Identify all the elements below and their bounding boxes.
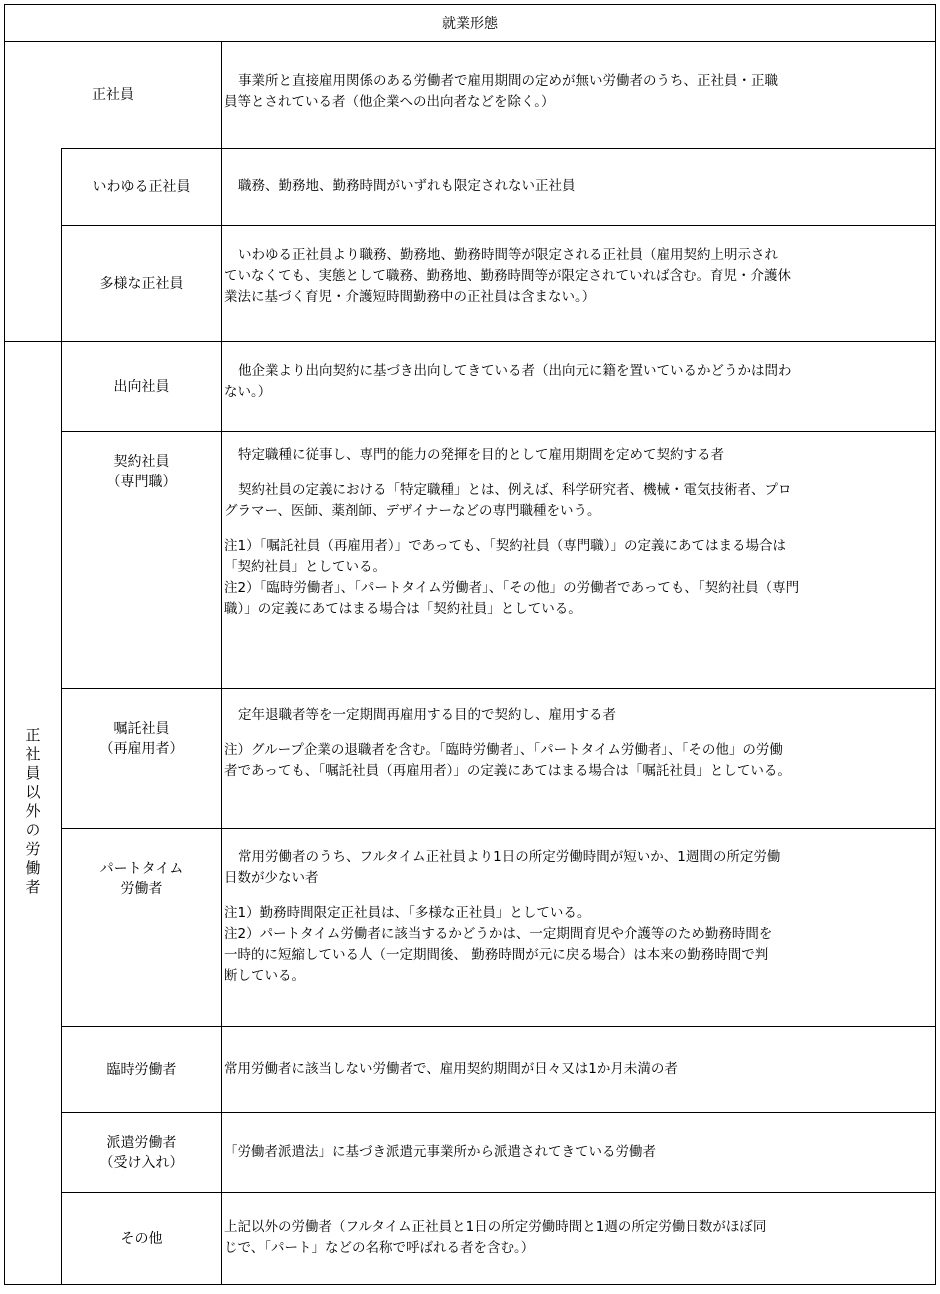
row-desc-regular-employee: 事業所と直接雇用関係のある労働者で雇用期間の定めが無い労働者のうち、正社員・正職 員等とされている者（他企業への出向者などを除く。） xyxy=(224,73,778,110)
employment-type-table xyxy=(4,4,936,1285)
row-label-other: その他 xyxy=(120,1230,163,1247)
table-title: 就業形態 xyxy=(442,16,498,32)
row-desc-other: 上記以外の労働者（フルタイム正社員と1日の所定労働時間と1週の所定労働日数がほぼ同 じで、「パート」などの名称で呼ばれる者を含む。） xyxy=(224,1219,767,1256)
row-desc-diverse-regular: いわゆる正社員より職務、勤務地、勤務時間等が限定される正社員（雇用契約上明示され ていなくても、実態として職務、勤務地、勤務時間等が限定されていれば含む。育児・介護休 業法に基づく育児・介護短時間勤務中の正社員は含まない。） xyxy=(224,247,791,305)
row-desc-so-called-regular: 職務、勤務地、勤務時間がいずれも限定されない正社員 xyxy=(238,178,576,194)
row-label-reemployed: 嘱託社員 （再雇用者） xyxy=(99,721,184,757)
row-label-dispatched: 派遣労働者 （受け入れ） xyxy=(99,1134,184,1171)
row-label-regular-employee: 正社員 xyxy=(92,87,134,103)
row-label-part-time: パートタイム 労働者 xyxy=(99,861,184,897)
row-label-contract: 契約社員 （専門職） xyxy=(106,454,177,490)
row-label-so-called-regular: いわゆる正社員 xyxy=(92,179,191,195)
row-desc-reemployed: 定年退職者等を一定期間再雇用する目的で契約し、雇用する者 注）グループ企業の退職者を含む。「臨時労働者」、「パートタイム労働者」、「その他」の労働 者であっても、「嘱託社員（再雇用者）」の定義にあてはまる場合は「嘱託社員」としている。 xyxy=(224,707,791,779)
row-desc-temporary: 常用労働者に該当しない労働者で、雇用契約期間が日々又は1か月未満の者 xyxy=(224,1061,678,1077)
row-desc-part-time: 常用労働者のうち、フルタイム正社員より1日の所定労働時間が短いか、1週間の所定労働 日数が少ない者 注1）勤務時間限定正社員は、「多様な正社員」としている。 注2）パートタイム労働者に該当するかどうかは、一定期間育児や介護等のため勤務時間を 一時的に短縮している人（一定期間後、 勤務時間が元に戻る場合）は本来の勤務時間で判 断している。 xyxy=(224,849,781,984)
group-label: 正社員以外の労働者 xyxy=(23,727,42,898)
row-desc-dispatched: 「労働者派遣法」に基づき派遣元事業所から派遣されてきている労働者 xyxy=(224,1144,656,1160)
row-desc-contract: 特定職種に従事し、専門的能力の発揮を目的として雇用期間を定めて契約する者 契約社員の定義における「特定職種」とは、例えば、科学研究者、機械・電気技術者、プロ グラマー、医師、薬剤師、デザイナーなどの専門職種をいう。 注1）「嘱託社員（再雇用者）」であっても、「契約社員（専門職）」の定義にあてはまる場合は 「契約社員」としている。 注2）「臨時労働者」、「パートタイム労働者」、「その他」の労働者であっても、「契約社員（専門 職）」の定義にあてはまる場合は「契約社員」としている。 xyxy=(224,447,800,617)
row-desc-seconded: 他企業より出向契約に基づき出向してきている者（出向元に籍を置いているかどうかは問わ ない。） xyxy=(224,363,792,400)
label-column-divider xyxy=(221,41,222,1284)
row-label-seconded: 出向社員 xyxy=(113,378,170,395)
group-label-cell xyxy=(5,341,61,1284)
row-label-diverse-regular: 多様な正社員 xyxy=(99,275,184,292)
row-label-temporary: 臨時労働者 xyxy=(106,1061,177,1078)
